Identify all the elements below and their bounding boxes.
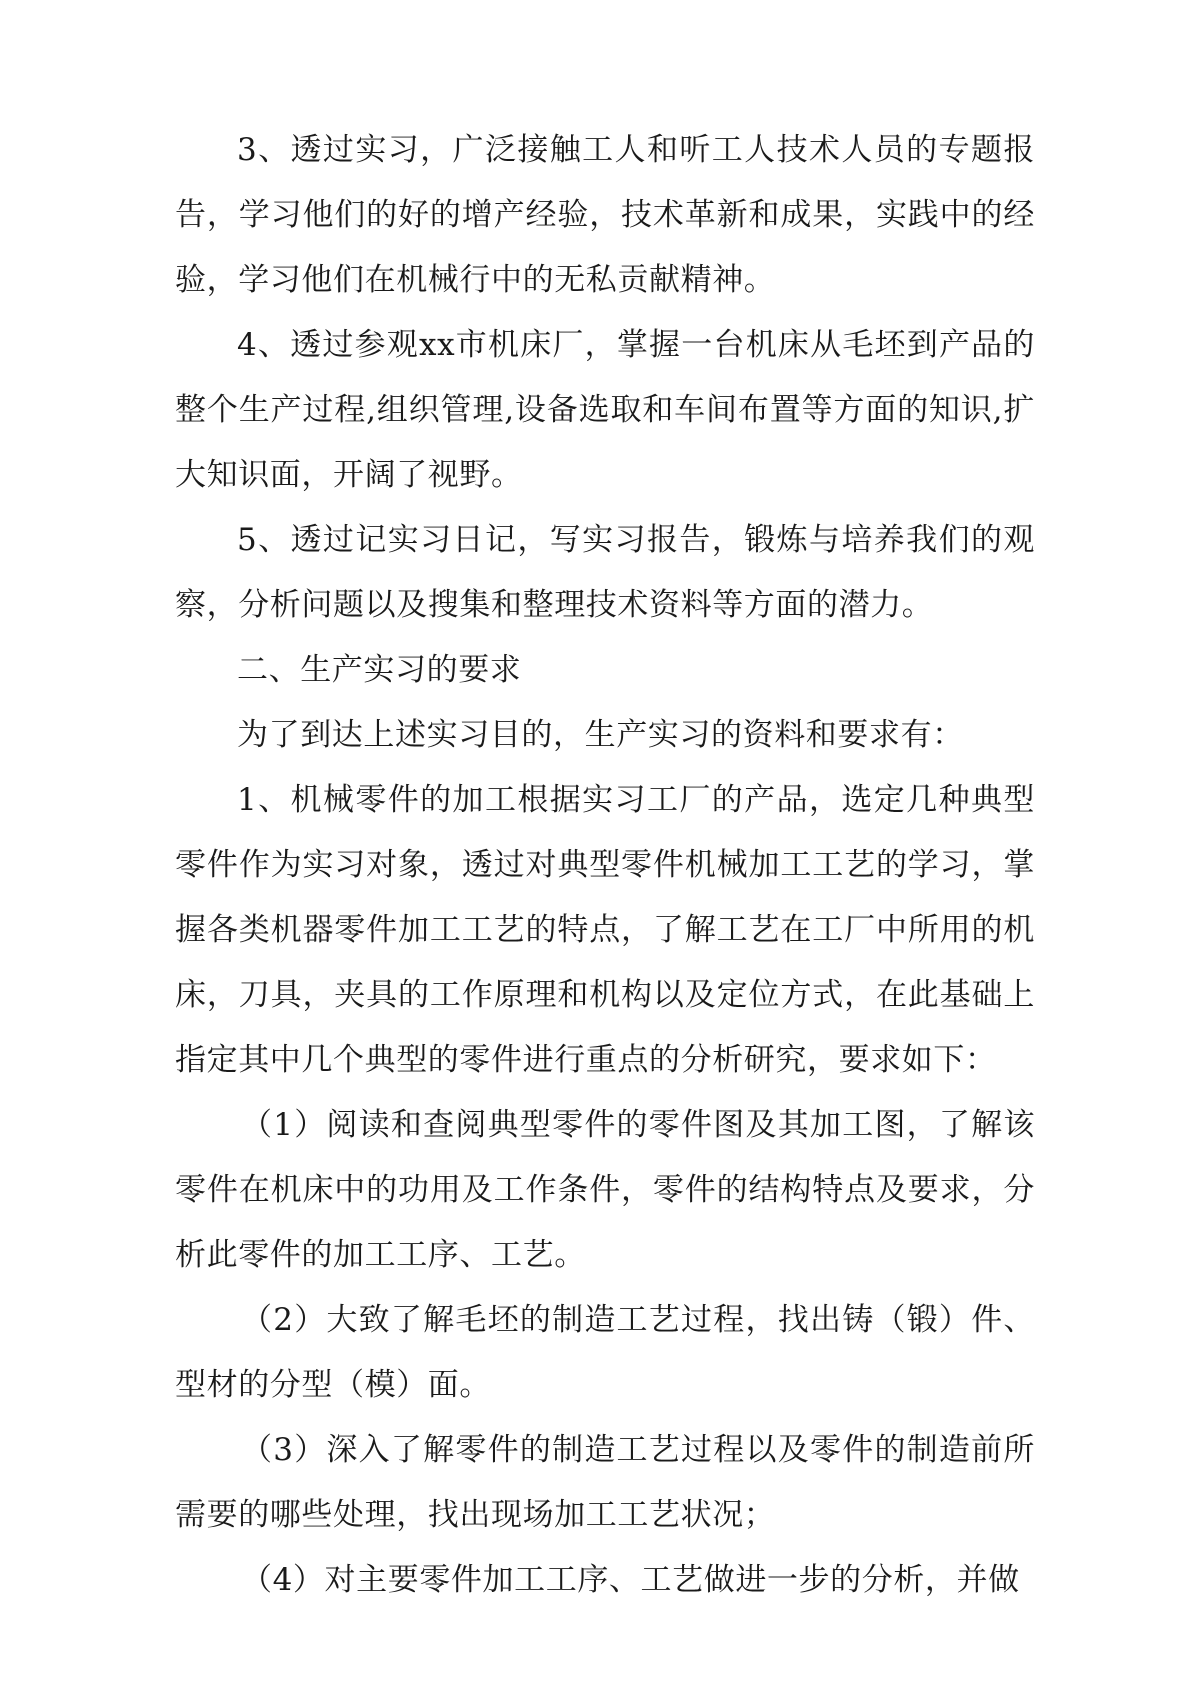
sub-item-1: （1）阅读和查阅典型零件的零件图及其加工图，了解该零件在机床中的功用及工作条件，零件的结构特点及要求，分析此零件的加工工序、工艺。	[175, 1107, 1035, 1273]
document-body	[175, 118, 1035, 1613]
section-intro: 为了到达上述实习目的，生产实习的资料和要求有：	[237, 717, 964, 753]
paragraph-item-5: 5、透过记实习日记，写实习报告，锻炼与培养我们的观察，分析问题以及搜集和整理技术资料等方面的潜力。	[175, 522, 1035, 623]
paragraph-item-4: 4、透过参观xx市机床厂，掌握一台机床从毛坯到产品的整个生产过程,组织管理,设备选取和车间布置等方面的知识,扩大知识面，开阔了视野。	[175, 327, 1035, 493]
sub-item-3: （3）深入了解零件的制造工艺过程以及零件的制造前所需要的哪些处理，找出现场加工工艺状况；	[175, 1432, 1035, 1533]
section-heading: 二、生产实习的要求	[237, 652, 522, 688]
sub-item-2: （2）大致了解毛坯的制造工艺过程，找出铸（锻）件、型材的分型（模）面。	[175, 1302, 1035, 1403]
sub-item-4: （4）对主要零件加工工序、工艺做进一步的分析，并做	[241, 1562, 1020, 1598]
requirement-item-1: 1、机械零件的加工根据实习工厂的产品，选定几种典型零件作为实习对象，透过对典型零件机械加工工艺的学习，掌握各类机器零件加工工艺的特点，了解工艺在工厂中所用的机床，刀具，夹具的工作原理和机构以及定位方式，在此基础上指定其中几个典型的零件进行重点的分析研究，要求如下：	[175, 782, 1035, 1078]
paragraph-item-3: 3、透过实习，广泛接触工人和听工人技术人员的专题报告，学习他们的好的增产经验，技术革新和成果，实践中的经验，学习他们在机械行中的无私贡献精神。	[175, 132, 1035, 298]
